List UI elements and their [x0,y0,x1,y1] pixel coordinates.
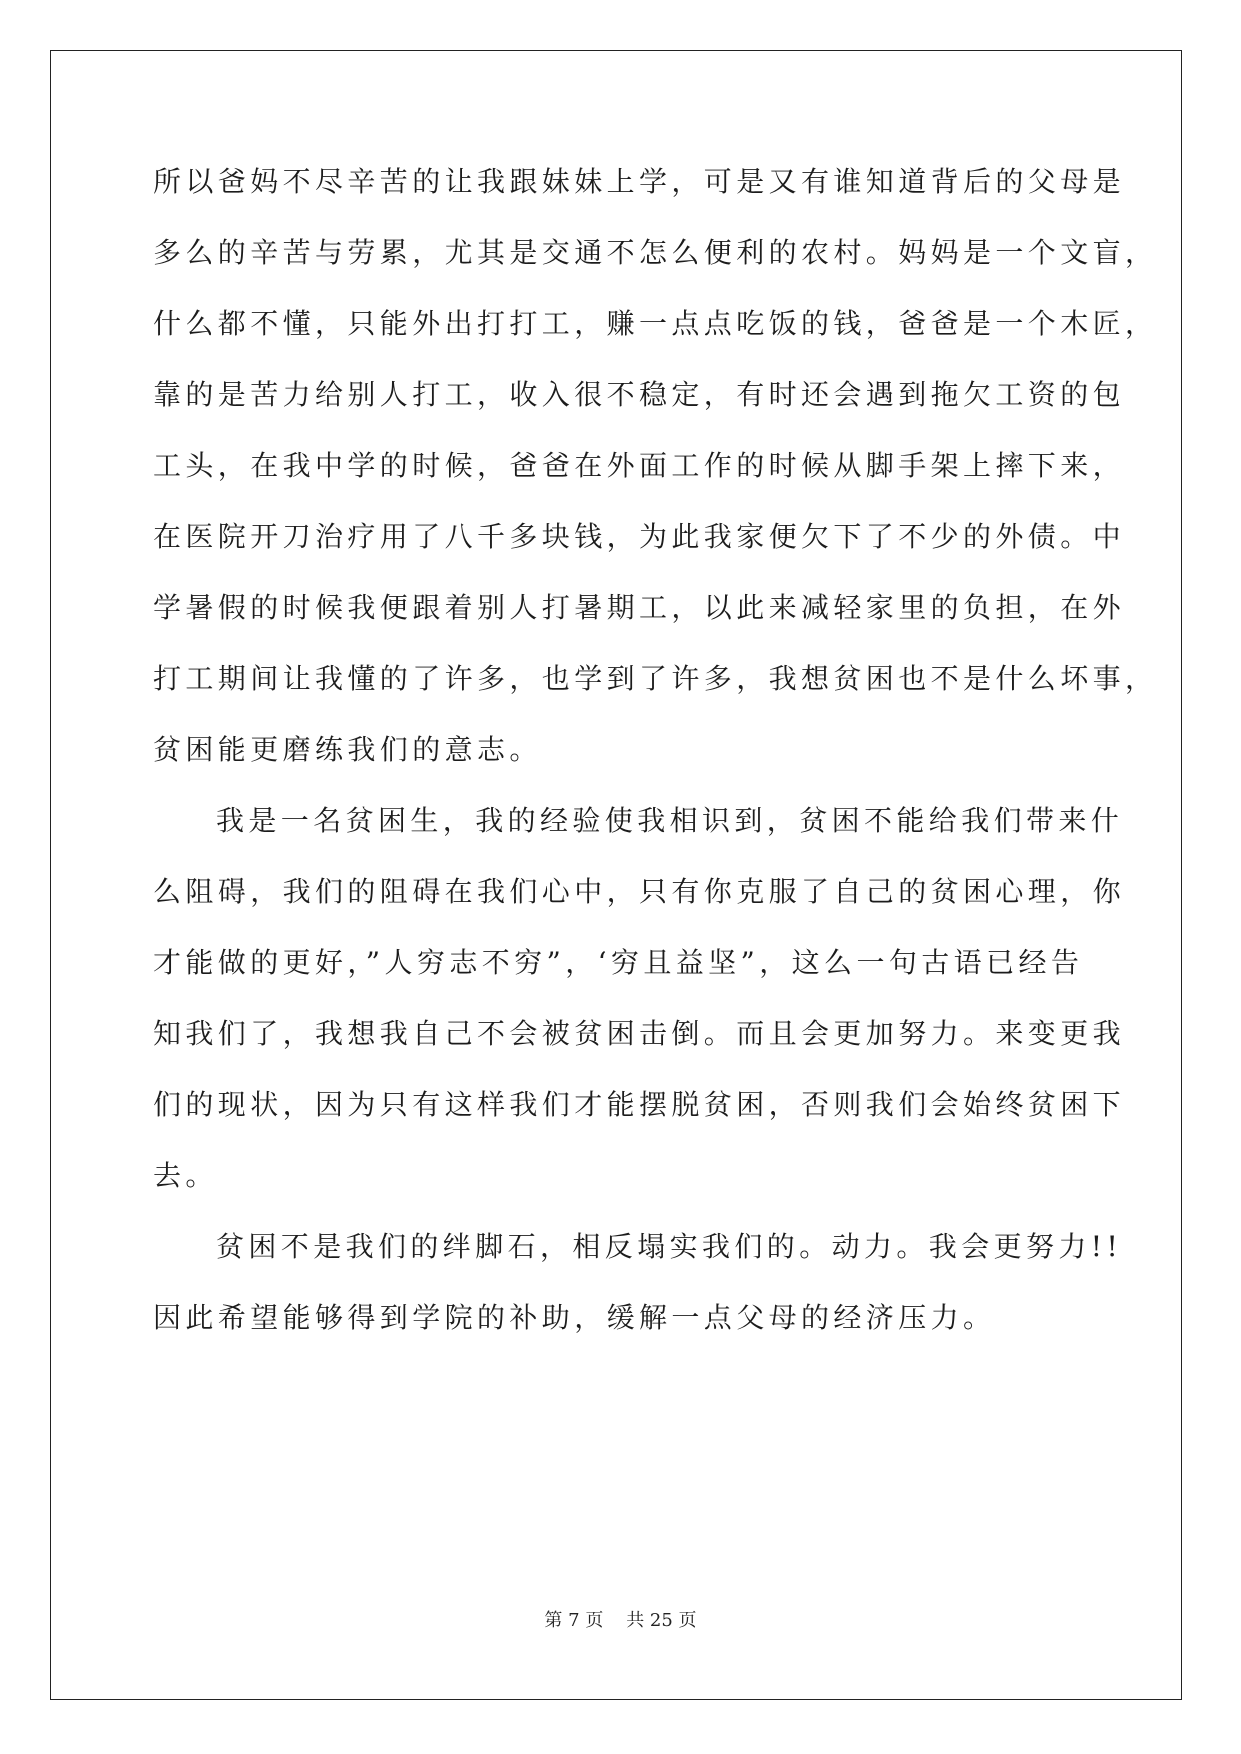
text-line: 去。 [153,1159,218,1192]
text-line: 知我们了，我想我自己不会被贫困击倒。而且会更加努力。来变更我 [153,1017,1126,1050]
text-line: 贫困能更磨练我们的意志。 [153,733,542,766]
paragraph-start-line: 贫困不是我们的绊脚石，相反塌实我们的。动力。我会更努力!! [216,1230,1123,1263]
text-line: 多么的辛苦与劳累，尤其是交通不怎么便利的农村。妈妈是一个文盲， [153,236,1158,269]
text-line: 靠的是苦力给别人打工，收入很不稳定，有时还会遇到拖欠工资的包 [153,378,1126,411]
text-line: 工头，在我中学的时候，爸爸在外面工作的时候从脚手架上摔下来， [153,449,1126,482]
text-line: 什么都不懂，只能外出打打工，赚一点点吃饭的钱，爸爸是一个木匠， [153,307,1158,340]
text-line: 们的现状，因为只有这样我们才能摆脱贫困，否则我们会始终贫困下 [153,1088,1126,1121]
text-line: 因此希望能够得到学院的补助，缓解一点父母的经济压力。 [153,1301,996,1334]
text-line: 所以爸妈不尽辛苦的让我跟妹妹上学，可是又有谁知道背后的父母是 [153,165,1126,198]
text-line: 打工期间让我懂的了许多，也学到了许多，我想贫困也不是什么坏事， [153,662,1158,695]
text-line: 学暑假的时候我便跟着别人打暑期工，以此来减轻家里的负担，在外 [153,591,1126,624]
text-line: 才能做的更好，”人穷志不穷”，‘穷且益坚”，这么一句古语已经告 [153,946,1084,979]
paragraph-start-line: 我是一名贫困生，我的经验使我相识到，贫困不能给我们带来什 [216,804,1124,837]
page-number-footer: 第 7 页 共 25 页 [544,1610,697,1631]
text-line: 么阻碍，我们的阻碍在我们心中，只有你克服了自己的贫困心理，你 [153,875,1126,908]
text-line: 在医院开刀治疗用了八千多块钱，为此我家便欠下了不少的外债。中 [153,520,1126,553]
